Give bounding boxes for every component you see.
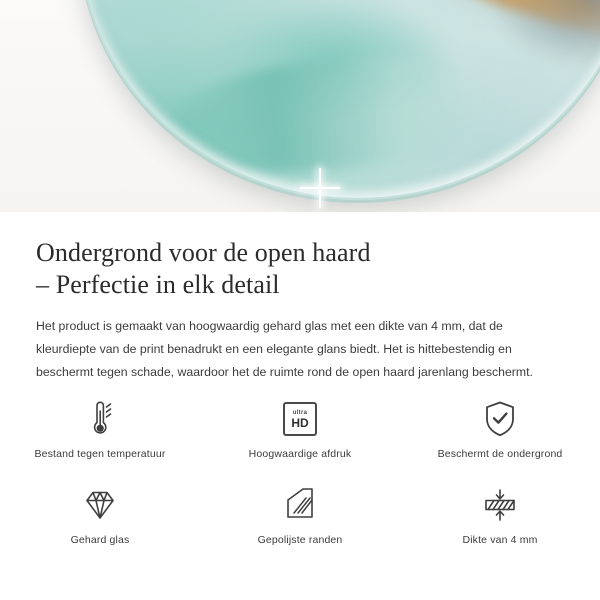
feature-temperature-resistant: [0, 396, 200, 472]
hero-image: [0, 0, 600, 212]
thickness-arrows-icon: [480, 482, 520, 528]
page-title: [0, 212, 600, 301]
feature-protects-surface: [400, 396, 600, 472]
feature-label: Gehard glas: [70, 534, 130, 546]
feature-label: Bestand tegen temperatuur: [34, 448, 166, 460]
ultra-hd-badge-bottom: HD: [291, 415, 309, 430]
feature-tempered-glass: [0, 482, 200, 558]
feature-grid: [0, 396, 600, 558]
feature-label: Gepolijste randen: [257, 534, 343, 546]
feature-high-quality-print: [200, 396, 400, 472]
headline-line-2: – Perfectie in elk detail: [36, 270, 280, 299]
diamond-icon: [80, 482, 120, 528]
polished-edges-icon: [282, 482, 318, 528]
feature-thickness-4mm: [400, 482, 600, 558]
feature-label: Dikte van 4 mm: [462, 534, 538, 546]
headline-line-1: Ondergrond voor de open haard: [36, 238, 371, 267]
text-content: [0, 212, 600, 384]
feature-polished-edges: [200, 482, 400, 558]
ultra-hd-icon: [283, 396, 317, 442]
feature-label: Hoogwaardige afdruk: [248, 448, 352, 460]
product-description: Het product is gemaakt van hoogwaardig gehard glas met een dikte van 4 mm, dat de kleurdiepte van de print benadrukt en een elegante glans biedt. Het is hittebestendig en beschermt tegen schade, waardoor het de ruimte rond de open haard jarenlang beschermt.: [36, 319, 533, 379]
feature-label: Beschermt de ondergrond: [437, 448, 563, 460]
ultra-hd-badge-top: ultra: [292, 409, 308, 416]
shield-check-icon: [482, 396, 518, 442]
thermometer-icon: [83, 396, 117, 442]
ultra-hd-badge: [283, 402, 317, 436]
